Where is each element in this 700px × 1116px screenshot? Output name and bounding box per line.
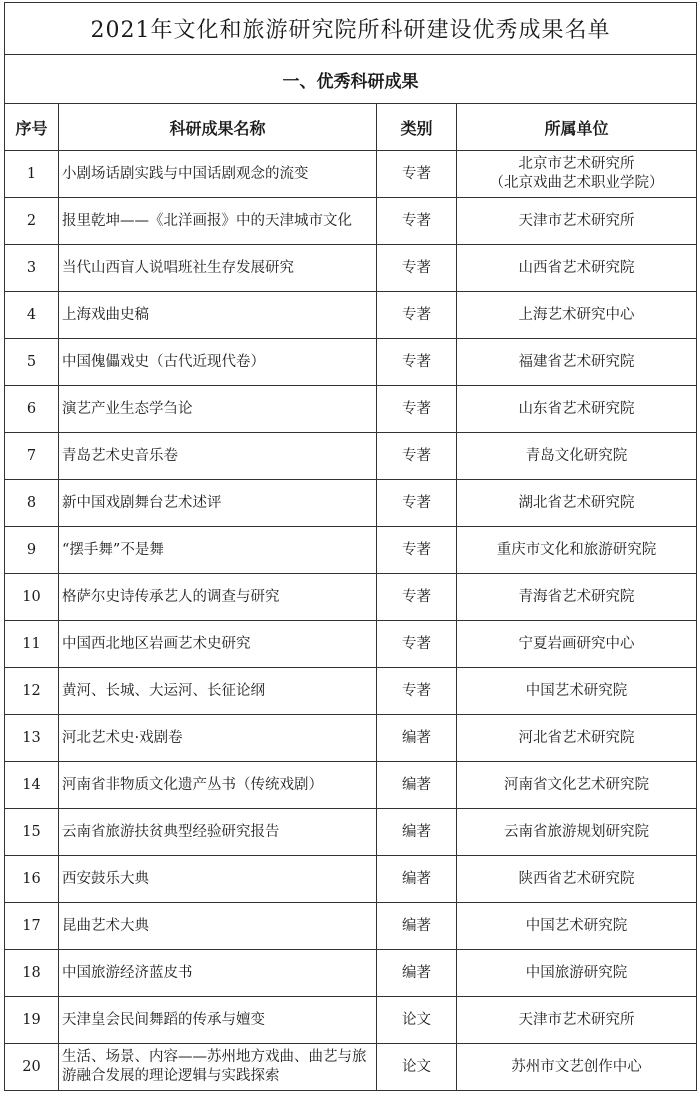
- row-name: 中国西北地区岩画艺术史研究: [59, 621, 377, 668]
- row-unit: 陕西省艺术研究院: [457, 856, 697, 903]
- document-title: 2021年文化和旅游研究院所科研建设优秀成果名单: [5, 3, 697, 55]
- row-unit: 天津市艺术研究所: [457, 198, 697, 245]
- row-index: 14: [5, 762, 59, 809]
- table-row: [5, 1044, 697, 1091]
- row-name: 当代山西盲人说唱班社生存发展研究: [59, 245, 377, 292]
- row-category: 论文: [377, 997, 457, 1044]
- row-category: 编著: [377, 762, 457, 809]
- row-category: 编著: [377, 903, 457, 950]
- row-category: 专著: [377, 574, 457, 621]
- row-category: 专著: [377, 151, 457, 198]
- row-unit: 北京市艺术研究所 （北京戏曲艺术职业学院）: [457, 151, 697, 198]
- row-name: 河北艺术史·戏剧卷: [59, 715, 377, 762]
- section-heading: 一、优秀科研成果: [5, 55, 697, 104]
- row-index: 10: [5, 574, 59, 621]
- row-name: 黄河、长城、大运河、长征论纲: [59, 668, 377, 715]
- row-unit: 中国旅游研究院: [457, 950, 697, 997]
- table-row: [5, 151, 697, 198]
- row-name: 中国旅游经济蓝皮书: [59, 950, 377, 997]
- row-name: 新中国戏剧舞台艺术述评: [59, 480, 377, 527]
- row-name: 报里乾坤——《北洋画报》中的天津城市文化: [59, 198, 377, 245]
- row-unit: 天津市艺术研究所: [457, 997, 697, 1044]
- row-index: 15: [5, 809, 59, 856]
- header-category: 类别: [377, 104, 457, 151]
- row-unit: 重庆市文化和旅游研究院: [457, 527, 697, 574]
- results-table: [4, 2, 697, 1091]
- row-name: 青岛艺术史音乐卷: [59, 433, 377, 480]
- row-index: 2: [5, 198, 59, 245]
- row-name: 昆曲艺术大典: [59, 903, 377, 950]
- row-unit: 苏州市文艺创作中心: [457, 1044, 697, 1091]
- row-index: 20: [5, 1044, 59, 1091]
- table-row: [5, 809, 697, 856]
- row-index: 12: [5, 668, 59, 715]
- row-category: 专著: [377, 339, 457, 386]
- row-name: 天津皇会民间舞蹈的传承与嬗变: [59, 997, 377, 1044]
- header-unit: 所属单位: [457, 104, 697, 151]
- row-name: 上海戏曲史稿: [59, 292, 377, 339]
- row-unit: 宁夏岩画研究中心: [457, 621, 697, 668]
- row-unit: 中国艺术研究院: [457, 903, 697, 950]
- row-unit: 青岛文化研究院: [457, 433, 697, 480]
- table-body: [5, 151, 697, 1091]
- row-index: 4: [5, 292, 59, 339]
- row-name: 格萨尔史诗传承艺人的调查与研究: [59, 574, 377, 621]
- header-index: 序号: [5, 104, 59, 151]
- row-category: 编著: [377, 856, 457, 903]
- row-index: 8: [5, 480, 59, 527]
- row-category: 专著: [377, 480, 457, 527]
- row-index: 13: [5, 715, 59, 762]
- row-unit: 山西省艺术研究院: [457, 245, 697, 292]
- row-index: 5: [5, 339, 59, 386]
- row-index: 9: [5, 527, 59, 574]
- row-name: 云南省旅游扶贫典型经验研究报告: [59, 809, 377, 856]
- row-category: 专著: [377, 668, 457, 715]
- row-unit: 中国艺术研究院: [457, 668, 697, 715]
- row-name: 生活、场景、内容——苏州地方戏曲、曲艺与旅游融合发展的理论逻辑与实践探索: [59, 1044, 377, 1091]
- row-category: 编著: [377, 809, 457, 856]
- row-category: 专著: [377, 433, 457, 480]
- row-unit: 湖北省艺术研究院: [457, 480, 697, 527]
- row-name: 河南省非物质文化遗产丛书（传统戏剧）: [59, 762, 377, 809]
- header-name: 科研成果名称: [59, 104, 377, 151]
- row-unit: 河南省文化艺术研究院: [457, 762, 697, 809]
- table-row: [5, 668, 697, 715]
- row-index: 3: [5, 245, 59, 292]
- table-row: [5, 527, 697, 574]
- row-category: 编著: [377, 715, 457, 762]
- row-name: 中国傀儡戏史（古代近现代卷）: [59, 339, 377, 386]
- row-index: 6: [5, 386, 59, 433]
- row-unit: 河北省艺术研究院: [457, 715, 697, 762]
- row-unit: 上海艺术研究中心: [457, 292, 697, 339]
- row-unit: 云南省旅游规划研究院: [457, 809, 697, 856]
- table-row: [5, 715, 697, 762]
- row-category: 专著: [377, 621, 457, 668]
- table-row: [5, 339, 697, 386]
- row-category: 专著: [377, 198, 457, 245]
- row-name: 西安鼓乐大典: [59, 856, 377, 903]
- row-category: 编著: [377, 950, 457, 997]
- row-index: 19: [5, 997, 59, 1044]
- table-row: [5, 856, 697, 903]
- row-name: 小剧场话剧实践与中国话剧观念的流变: [59, 151, 377, 198]
- row-unit: 山东省艺术研究院: [457, 386, 697, 433]
- row-index: 7: [5, 433, 59, 480]
- table-row: [5, 950, 697, 997]
- row-category: 专著: [377, 527, 457, 574]
- table-row: [5, 574, 697, 621]
- row-index: 1: [5, 151, 59, 198]
- row-category: 专著: [377, 386, 457, 433]
- row-category: 专著: [377, 292, 457, 339]
- results-document: [4, 2, 696, 1091]
- table-row: [5, 903, 697, 950]
- row-unit: 福建省艺术研究院: [457, 339, 697, 386]
- table-row: [5, 292, 697, 339]
- table-row: [5, 433, 697, 480]
- row-index: 17: [5, 903, 59, 950]
- row-index: 18: [5, 950, 59, 997]
- row-category: 论文: [377, 1044, 457, 1091]
- row-index: 11: [5, 621, 59, 668]
- table-row: [5, 762, 697, 809]
- row-name: “摆手舞”不是舞: [59, 527, 377, 574]
- row-unit: 青海省艺术研究院: [457, 574, 697, 621]
- table-row: [5, 621, 697, 668]
- table-row: [5, 198, 697, 245]
- table-row: [5, 386, 697, 433]
- table-row: [5, 997, 697, 1044]
- row-category: 专著: [377, 245, 457, 292]
- table-row: [5, 480, 697, 527]
- row-name: 演艺产业生态学刍论: [59, 386, 377, 433]
- table-header-row: [5, 104, 697, 151]
- table-row: [5, 245, 697, 292]
- row-index: 16: [5, 856, 59, 903]
